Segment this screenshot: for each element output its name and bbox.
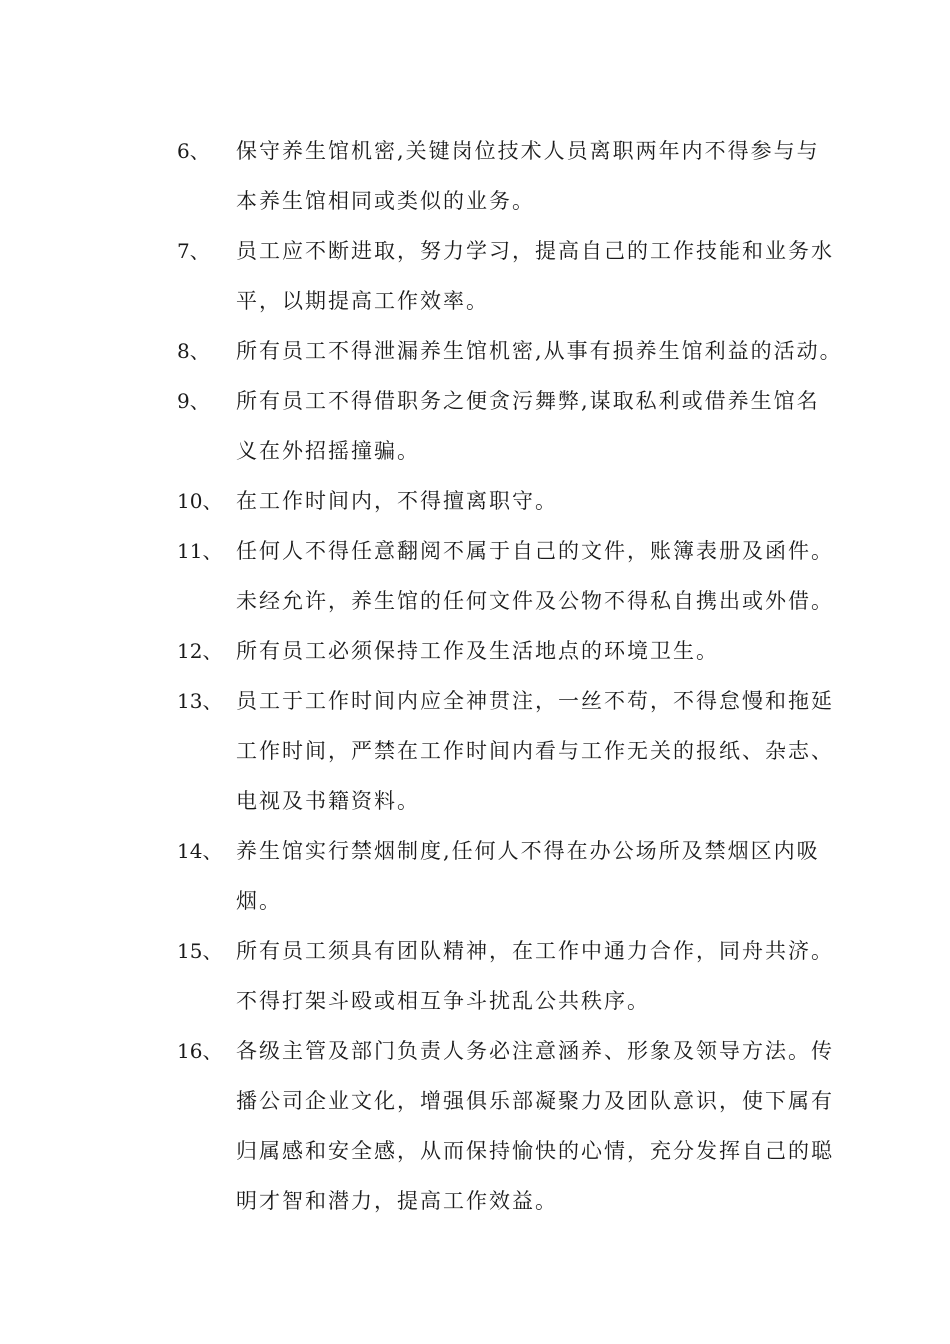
list-item xyxy=(0,476,950,526)
item-text-line: 养生馆实行禁烟制度,任何人不得在办公场所及禁烟区内吸 xyxy=(236,839,820,863)
item-text-line: 未经允许，养生馆的任何文件及公物不得私自携出或外借。 xyxy=(236,589,834,613)
item-number: 11、 xyxy=(177,539,223,563)
item-number: 16、 xyxy=(177,1039,223,1063)
item-text-line: 明才智和潜力，提高工作效益。 xyxy=(236,1189,558,1213)
item-text-line: 各级主管及部门负责人务必注意涵养、形象及领导方法。传 xyxy=(236,1039,834,1063)
item-number: 8、 xyxy=(177,339,210,363)
list-item xyxy=(0,1026,950,1226)
list-item xyxy=(0,926,950,1026)
item-text-line: 播公司企业文化，增强俱乐部凝聚力及团队意识，使下属有 xyxy=(236,1089,834,1113)
item-number: 14、 xyxy=(177,839,223,863)
list-item xyxy=(0,676,950,826)
item-number: 12、 xyxy=(177,639,223,663)
list-item xyxy=(0,326,950,376)
item-text-line: 所有员工须具有团队精神，在工作中通力合作，同舟共济。 xyxy=(236,939,834,963)
item-text-line: 电视及书籍资料。 xyxy=(236,789,420,813)
item-text-line: 在工作时间内，不得擅离职守。 xyxy=(236,489,558,513)
item-text-line: 所有员工必须保持工作及生活地点的环境卫生。 xyxy=(236,639,719,663)
list-item xyxy=(0,526,950,626)
item-text-line: 所有员工不得借职务之便贪污舞弊,谋取私利或借养生馆名 xyxy=(236,389,820,413)
item-text-line: 义在外招摇撞骗。 xyxy=(236,439,420,463)
list-item xyxy=(0,626,950,676)
list-item xyxy=(0,126,950,226)
item-number: 15、 xyxy=(177,939,223,963)
item-text-line: 员工于工作时间内应全神贯注，一丝不苟，不得怠慢和拖延 xyxy=(236,689,834,713)
item-number: 10、 xyxy=(177,489,223,513)
item-number: 9、 xyxy=(177,389,210,413)
item-text-line: 不得打架斗殴或相互争斗扰乱公共秩序。 xyxy=(236,989,650,1013)
item-text-line: 归属感和安全感，从而保持愉快的心情，充分发挥自己的聪 xyxy=(236,1139,834,1163)
item-text-line: 工作时间，严禁在工作时间内看与工作无关的报纸、杂志、 xyxy=(236,739,834,763)
list-item xyxy=(0,226,950,326)
item-text-line: 烟。 xyxy=(236,889,282,913)
item-text-line: 任何人不得任意翻阅不属于自己的文件，账簿表册及函件。 xyxy=(236,539,834,563)
item-number: 6、 xyxy=(177,139,210,163)
item-text-line: 本养生馆相同或类似的业务。 xyxy=(236,189,535,213)
item-text-line: 员工应不断进取，努力学习，提高自己的工作技能和业务水 xyxy=(236,239,834,263)
list-item xyxy=(0,376,950,476)
item-number: 7、 xyxy=(177,239,210,263)
item-text-line: 平，以期提高工作效率。 xyxy=(236,289,489,313)
document-page xyxy=(0,126,950,1226)
item-text-line: 保守养生馆机密,关键岗位技术人员离职两年内不得参与与 xyxy=(236,139,820,163)
list-item xyxy=(0,826,950,926)
item-text-line: 所有员工不得泄漏养生馆机密,从事有损养生馆利益的活动。 xyxy=(236,339,843,363)
item-number: 13、 xyxy=(177,689,223,713)
